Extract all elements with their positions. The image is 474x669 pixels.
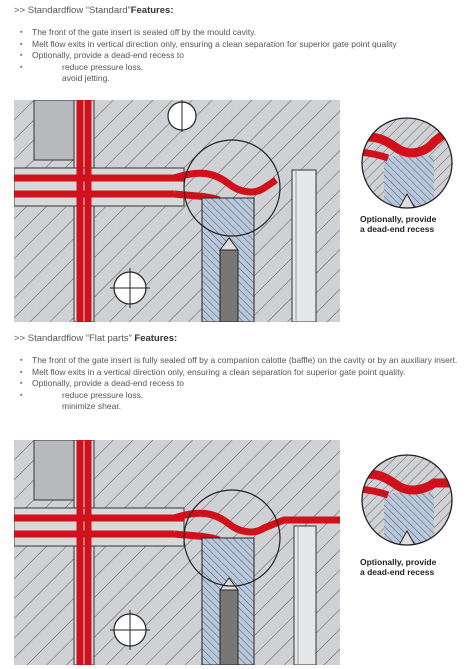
section-heading: [14, 5, 173, 16]
feature-sub-item: minimize shear.: [62, 401, 122, 412]
feature-sub-item: avoid jetting.: [62, 73, 110, 84]
section-heading-prefix: >> Standardflow “Flat parts”: [14, 333, 135, 344]
gate-cross-section-diagram: [14, 440, 340, 665]
features-label: Features:: [130, 5, 174, 16]
feature-item: ▪ Optionally, provide a dead-end recess to: [14, 50, 469, 62]
feature-sub-item: ▪ reduce pressure loss.: [62, 61, 144, 72]
detail-caption: Optionally, provide a dead-end recess: [360, 214, 437, 234]
feature-sub-list: [14, 62, 469, 85]
feature-list: [14, 355, 469, 413]
feature-item: ▪ Melt flow exits in a vertical direction only, ensuring a clean separation for superior gate point quality.: [14, 367, 469, 379]
dead-end-recess-detail: [360, 453, 454, 583]
detail-caption: Optionally, provide a dead-end recess: [360, 557, 437, 577]
feature-sub-item: ▪ reduce pressure loss.: [62, 389, 144, 400]
feature-item: ▪ The front of the gate insert is fully sealed off by a companion calotte (baffle) on the cavity or by an auxiliary insert.: [14, 355, 469, 367]
features-label: Features:: [134, 333, 178, 344]
feature-item: ▪ Optionally, provide a dead-end recess to: [14, 378, 469, 390]
feature-item: ▪ The front of the gate insert is sealed off by the mould cavity.: [14, 27, 469, 39]
section-heading-prefix: >> Standardflow “Standard”: [14, 5, 131, 16]
feature-list: [14, 27, 469, 85]
feature-sub-list: [14, 390, 469, 413]
feature-item: ▪ Melt flow exits in vertical direction only, ensuring a clean separation for superior gate point quality: [14, 39, 469, 51]
section-heading: [14, 333, 177, 344]
gate-cross-section-diagram: [14, 100, 340, 322]
dead-end-recess-detail: [360, 116, 454, 246]
